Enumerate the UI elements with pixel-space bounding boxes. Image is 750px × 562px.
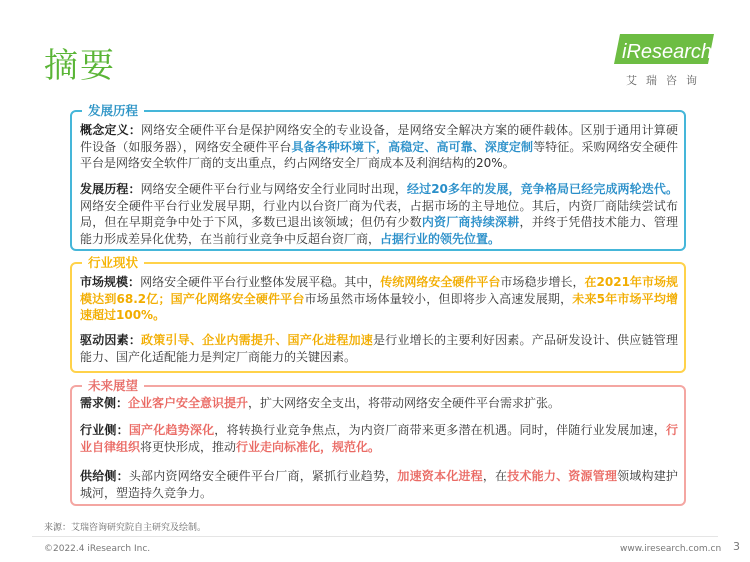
section-status (70, 255, 686, 373)
paragraph-lead: 市场规模： (80, 275, 141, 289)
website-link[interactable]: www.iresearch.com.cn (620, 544, 722, 554)
paragraph-lead: 需求侧： (80, 396, 129, 410)
highlight-text: 行业自律组织 (80, 423, 678, 454)
text-run: ，在 (482, 469, 508, 483)
paragraph-lead: 发展历程： (80, 182, 141, 196)
paragraph-lead: 行业侧： (80, 423, 129, 437)
highlight-text: 在2021年市场规模达到68.2亿；国产化网络安全硬件平台 (80, 275, 678, 306)
text-run: 头部内资网络安全硬件平台厂商，紧抓行业趋势， (128, 469, 398, 483)
page-number: 3 (733, 540, 740, 553)
highlight-text: 行业走向标准化，规范化。 (236, 439, 381, 454)
highlight-text: 加速资本化进程 (397, 469, 483, 483)
section-label: 未来展望 (82, 377, 144, 395)
paragraph-demand (80, 395, 678, 412)
text-run: ，将转换行业竞争焦点，为内资厂商带来更多潜在机遇。同时，伴随行业发展加速， (214, 423, 666, 437)
text-run: 网络安全硬件平台行业整体发展平稳。其中， (140, 275, 381, 289)
source-note: 来源：艾瑞咨询研究院自主研究及绘制。 (44, 523, 207, 533)
text-run: ，并终于凭借技术能力、管理能力形成差异化优势，在当前行业竞争中反超台资厂商， (80, 215, 678, 246)
section-outlook (70, 378, 686, 506)
text-run: 网络安全硬件平台行业发展早期，行业内以台资厂商为代表，占据市场的主导地位。其后，内资厂商陆续尝试布局，但在早期竞争中处于下风，多数已退出该领域；但仍有少数 (80, 198, 678, 230)
text-run: 市场虽然市场体量较小，但即将步入高速发展期， (304, 291, 573, 306)
page-title: 摘要 (44, 46, 116, 86)
text-run: ，扩大网络安全支出，将带动网络安全硬件平台需求扩张。 (248, 396, 561, 410)
text-run: 是行业增长的主要利好因素。产品研发设计、供应链管理能力、国产化适配能力是判定厂商能力的关键因素。 (80, 333, 678, 364)
section-label: 发展历程 (82, 102, 144, 120)
footer-divider (32, 536, 718, 537)
logo-subtitle: 艾瑞咨询 (626, 74, 706, 87)
text-run: 将更快形成，推动 (140, 439, 237, 454)
text-run: 市场稳步增长， (500, 275, 585, 289)
highlight-text: 技术能力、资源管理 (507, 469, 618, 483)
highlight-text: 传统网络安全硬件平台 (380, 275, 501, 289)
text-run: 等特征。采购网络安全硬件平台是网络安全软件厂商的支出重点，约占网络安全厂商成本及利润结构的20%。 (80, 139, 678, 171)
highlight-text: 政策引导、企业内需提升、国产化进程加速 (141, 333, 373, 347)
paragraph-drivers (80, 332, 678, 365)
highlight-text: 经过20多年的发展，竞争格局已经完成两轮迭代。 (406, 182, 678, 196)
paragraph-lead: 供给侧： (80, 469, 129, 483)
section-development (70, 103, 686, 251)
logo-brand: iResearch (622, 41, 713, 63)
highlight-text: 企业客户安全意识提升 (128, 396, 249, 410)
section-label: 行业现状 (82, 254, 144, 272)
paragraph-history (80, 181, 678, 247)
paragraph-lead: 驱动因素： (80, 333, 142, 347)
text-run: 网络安全硬件平台是保护网络安全的专业设备，是网络安全解决方案的硬件载体。区别于通用计算硬件设备（如服务器），网络安全硬件平台 (80, 123, 678, 154)
highlight-text: 占据行业的领先位置。 (380, 231, 501, 246)
paragraph-lead: 概念定义： (80, 123, 142, 137)
paragraph-industry (80, 422, 678, 455)
text-run: 领域构建护城河，塑造持久竞争力。 (80, 469, 678, 500)
highlight-text: 内资厂商持续深耕 (421, 215, 520, 230)
text-run: 网络安全硬件平台行业与网络安全行业同时出现， (140, 182, 407, 196)
highlight-text: 国产化趋势深化 (128, 423, 215, 437)
paragraph-market-size (80, 274, 678, 324)
paragraph-concept (80, 122, 678, 172)
paragraph-supply (80, 468, 678, 501)
highlight-text: 未来5年市场平均增速超过100%。 (80, 291, 678, 323)
highlight-text: 具备各种环境下，高稳定、高可靠、深度定制 (291, 139, 534, 154)
copyright-text: ©2022.4 iResearch Inc. (44, 544, 151, 554)
